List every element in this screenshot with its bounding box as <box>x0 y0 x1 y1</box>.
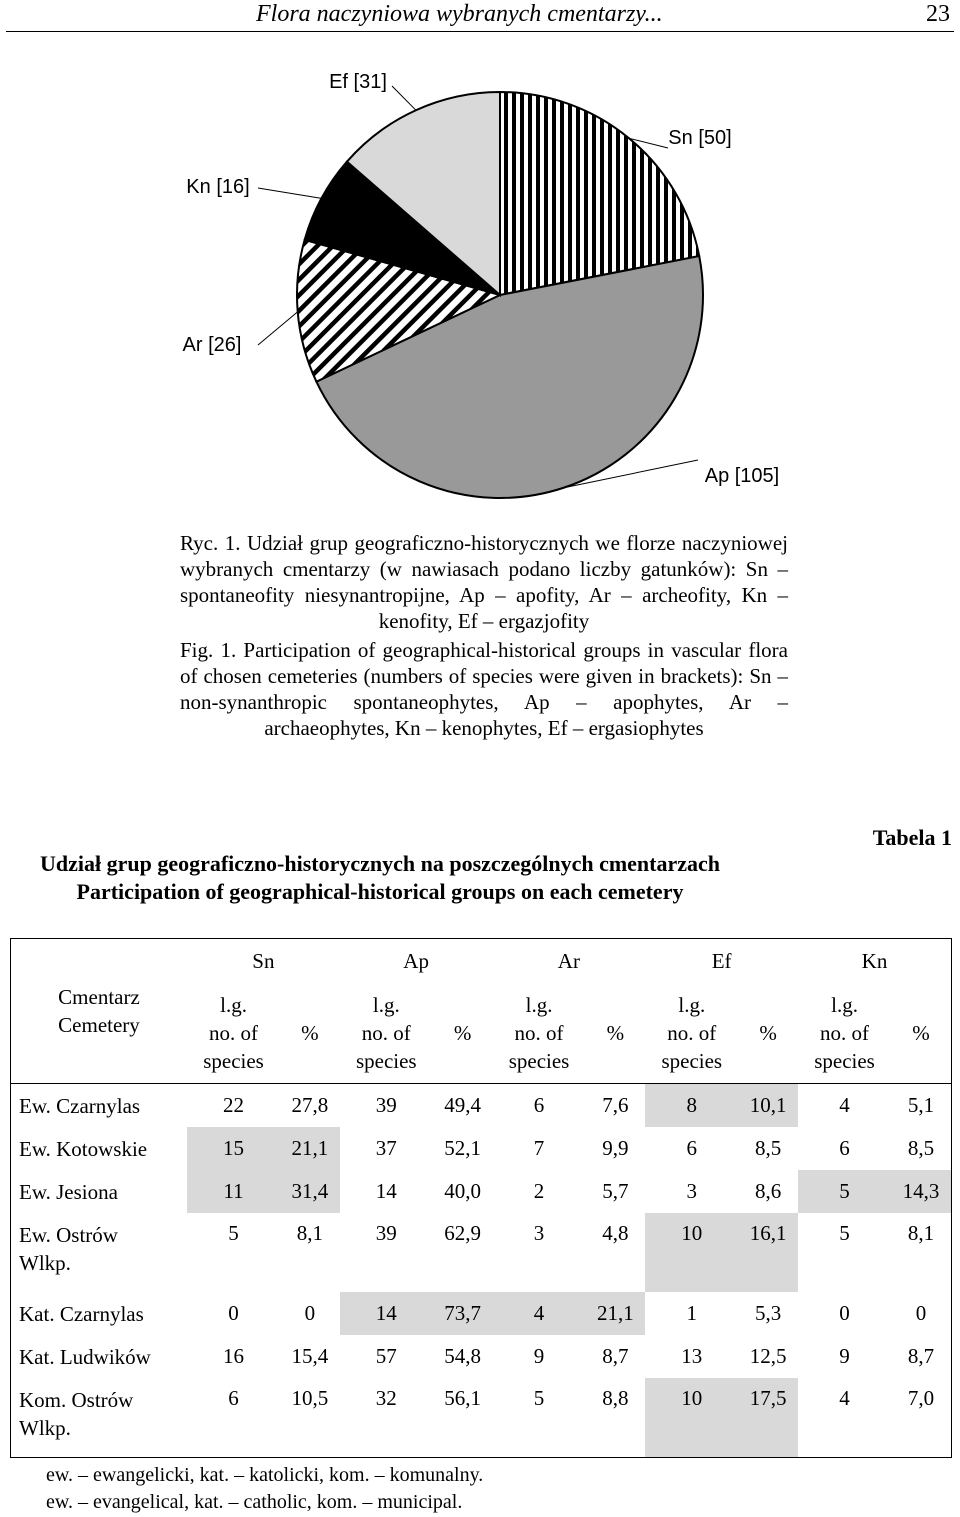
table-cell: 9 <box>533 1344 545 1368</box>
subheader-count-line: species <box>203 1049 264 1073</box>
group-header-sn: Sn <box>252 948 275 973</box>
table-cell: 5 <box>839 1221 850 1245</box>
corner-header <box>11 939 188 1084</box>
group-header-ar: Ar <box>557 948 580 973</box>
pie-label-ap: Ap [105] <box>704 465 780 487</box>
table-cell: 8,5 <box>755 1136 782 1160</box>
table-cell: 13 <box>681 1344 703 1368</box>
table-cell: 73,7 <box>433 1292 493 1335</box>
table-cell: 6 <box>839 1136 850 1160</box>
table-cell: 54,8 <box>444 1344 482 1368</box>
table-cell: 27,8 <box>291 1093 329 1117</box>
table-cell: 62,9 <box>444 1221 482 1245</box>
subheader-count-kn <box>798 983 891 1084</box>
subheader-percent-sn: % <box>301 1021 319 1045</box>
corner-label-pl: Cmentarz <box>58 985 140 1009</box>
cemetery-name-line: Kat. Ludwików <box>19 1344 151 1369</box>
table-cell: 8,1 <box>296 1221 324 1245</box>
pie-label-kn: Kn [16] <box>186 176 250 198</box>
subheader-count-ar <box>493 983 586 1084</box>
data-table <box>10 938 952 1458</box>
table-cell: 5 <box>798 1170 891 1213</box>
subheader-percent-ar: % <box>606 1021 625 1045</box>
table-cell: 16,1 <box>738 1213 798 1292</box>
subheader-count-line: l.g. <box>525 993 553 1017</box>
table-cell: 5,3 <box>755 1301 782 1325</box>
table-cell: 7,0 <box>907 1386 935 1410</box>
table-cell: 8,7 <box>907 1344 935 1368</box>
table-cell: 49,4 <box>444 1093 482 1117</box>
cemetery-name-line: Ew. Kotowskie <box>19 1136 148 1161</box>
table-cell: 9,9 <box>602 1136 629 1160</box>
table-cell: 31,4 <box>280 1170 340 1213</box>
table-cell: 14 <box>375 1179 397 1203</box>
table-row <box>11 1084 952 1128</box>
table-cell: 9 <box>839 1344 850 1368</box>
subheader-count-sn <box>187 983 280 1084</box>
table-cell: 4,8 <box>602 1221 629 1245</box>
table-row <box>11 1378 952 1458</box>
cemetery-name-line: Wlkp. <box>19 1251 71 1275</box>
table-cell: 3 <box>533 1221 545 1245</box>
table-footnotes <box>46 1462 483 1516</box>
footnote-pl: ew. – ewangelicki, kat. – katolicki, kom. – komunalny. <box>46 1464 484 1486</box>
table-cell: 10,1 <box>738 1084 798 1128</box>
table-cell: 40,0 <box>444 1179 482 1203</box>
group-header-ef: Ef <box>711 948 732 973</box>
table-cell: 8,7 <box>602 1344 629 1368</box>
cemetery-name <box>11 1127 188 1170</box>
table-cell: 37 <box>375 1136 397 1160</box>
subheader-count-line: species <box>814 1049 875 1073</box>
table-cell: 1 <box>686 1301 698 1325</box>
table-cell: 8,1 <box>907 1221 935 1245</box>
cemetery-name <box>11 1378 188 1458</box>
cemetery-name-line: Ew. Jesiona <box>19 1179 118 1204</box>
pie-leader-ar <box>258 312 298 345</box>
table-cell: 0 <box>304 1301 316 1325</box>
table-cell: 5 <box>533 1386 545 1410</box>
table-header-groups <box>11 939 952 984</box>
table-cell: 10,5 <box>291 1386 329 1410</box>
running-header <box>6 0 954 32</box>
table-row <box>11 1292 952 1335</box>
table-cell: 14 <box>340 1292 433 1335</box>
subheader-count-line: l.g. <box>678 993 706 1017</box>
table-cell: 6 <box>686 1136 698 1160</box>
table-cell: 57 <box>375 1344 397 1368</box>
cemetery-name <box>11 1213 188 1292</box>
subheader-count-line: no. of <box>209 1021 259 1045</box>
cemetery-name <box>11 1170 188 1213</box>
table-cell: 10 <box>645 1213 738 1292</box>
table-cell: 0 <box>915 1301 927 1325</box>
table-cell: 14,3 <box>891 1170 951 1213</box>
subheader-count-line: l.g. <box>831 993 858 1017</box>
cemetery-name <box>11 1292 188 1335</box>
subheader-percent-ap: % <box>453 1021 472 1045</box>
table-cell: 0 <box>839 1301 850 1325</box>
page-number: 23 <box>926 1 950 27</box>
cemetery-name-line: Ew. Czarnylas <box>19 1093 141 1118</box>
table-cell: 22 <box>223 1093 245 1117</box>
table-cell: 6 <box>533 1093 545 1117</box>
figure-caption-pl: Ryc. 1. Udział grup geograficzno-historycznych we florze naczyniowej wybranych cmentarzy (w nawiasach podano liczby gatunków): Sn – spontaneofity niesynantropijne, Ap – apofity, Ar – archeofity, Kn – kenofity, Ef – ergazjofity <box>180 531 788 633</box>
group-header-ap: Ap <box>403 948 429 973</box>
table-cell: 15,4 <box>291 1344 329 1368</box>
subheader-count-line: no. of <box>820 1021 870 1045</box>
group-header-kn: Kn <box>861 948 888 973</box>
pie-leader-kn <box>258 188 322 198</box>
subheader-count-ef <box>645 983 738 1084</box>
table-title-pl: Udział grup geograficzno-historycznych na poszczególnych cmentarzach <box>39 851 721 876</box>
table-cell: 52,1 <box>444 1136 482 1160</box>
table-cell: 8 <box>645 1084 738 1128</box>
table-cell: 3 <box>686 1179 698 1203</box>
table-cell: 11 <box>187 1170 280 1213</box>
table-cell: 7,6 <box>602 1093 629 1117</box>
table-cell: 8,5 <box>907 1136 935 1160</box>
table-cell: 5,1 <box>907 1093 935 1117</box>
table-cell: 6 <box>228 1386 239 1410</box>
subheader-count-ap <box>340 983 433 1084</box>
table-cell: 17,5 <box>738 1378 798 1458</box>
table-cell: 4 <box>839 1386 850 1410</box>
table-cell: 4 <box>493 1292 586 1335</box>
corner-label-en: Cemetery <box>58 1013 140 1037</box>
table-cell: 21,1 <box>586 1292 646 1335</box>
subheader-percent-kn: % <box>912 1021 930 1045</box>
table-cell: 8,8 <box>602 1386 629 1410</box>
table-cell: 7 <box>533 1136 545 1160</box>
table-row <box>11 1127 952 1170</box>
table-cell: 39 <box>375 1221 397 1245</box>
pie-leader-ef <box>392 86 416 110</box>
subheader-count-line: species <box>661 1049 723 1073</box>
table-cell: 0 <box>228 1301 239 1325</box>
table-cell: 12,5 <box>749 1344 787 1368</box>
subheader-count-line: no. of <box>667 1021 717 1045</box>
subheader-count-line: species <box>355 1049 417 1073</box>
table-row <box>11 1170 952 1213</box>
table-title-en: Participation of geographical-historical groups on each cemetery <box>76 879 684 904</box>
table-cell: 10 <box>645 1378 738 1458</box>
table-cell: 16 <box>223 1344 245 1368</box>
table-cell: 8,6 <box>755 1179 782 1203</box>
table-cell: 5,7 <box>602 1179 629 1203</box>
cemetery-name-line: Kat. Czarnylas <box>19 1301 144 1326</box>
cemetery-name-line: Wlkp. <box>19 1416 71 1440</box>
cemetery-name-line: Ew. Ostrów <box>19 1223 118 1247</box>
table-cell: 56,1 <box>444 1386 482 1410</box>
cemetery-name <box>11 1335 188 1378</box>
table-number: Tabela 1 <box>872 825 952 850</box>
table-cell: 39 <box>375 1093 397 1117</box>
cemetery-name <box>11 1084 188 1128</box>
table-cell: 5 <box>228 1221 239 1245</box>
subheader-count-line: l.g. <box>372 993 400 1017</box>
table-cell: 15 <box>187 1127 280 1170</box>
running-title: Flora naczyniowa wybranych cmentarzy... <box>256 1 663 27</box>
subheader-count-line: no. of <box>361 1021 411 1045</box>
subheader-count-line: l.g. <box>220 993 247 1017</box>
pie-label-ar: Ar [26] <box>182 334 242 356</box>
table-cell: 21,1 <box>280 1127 340 1170</box>
cemetery-name-line: Kom. Ostrów <box>19 1388 134 1412</box>
table-cell: 4 <box>839 1093 850 1117</box>
subheader-count-line: species <box>508 1049 570 1073</box>
subheader-count-line: no. of <box>514 1021 564 1045</box>
table-cell: 2 <box>533 1179 545 1203</box>
table-row <box>11 1335 952 1378</box>
table-cell: 32 <box>375 1386 397 1410</box>
pie-label-sn: Sn [50] <box>668 127 732 149</box>
pie-chart <box>0 40 960 510</box>
footnote-en: ew. – evangelical, kat. – catholic, kom. – municipal. <box>46 1491 463 1513</box>
pie-label-ef: Ef [31] <box>329 71 387 93</box>
table-row <box>11 1213 952 1292</box>
figure-caption-en: Fig. 1. Participation of geographical-historical groups in vascular flora of chosen cemeteries (numbers of species were given in brackets): Sn – non-synanthropic spontaneophytes, Ap – apophytes, Ar – archaeophytes, Kn – kenophytes, Ef – ergasiophytes <box>180 638 788 740</box>
subheader-percent-ef: % <box>759 1021 777 1045</box>
